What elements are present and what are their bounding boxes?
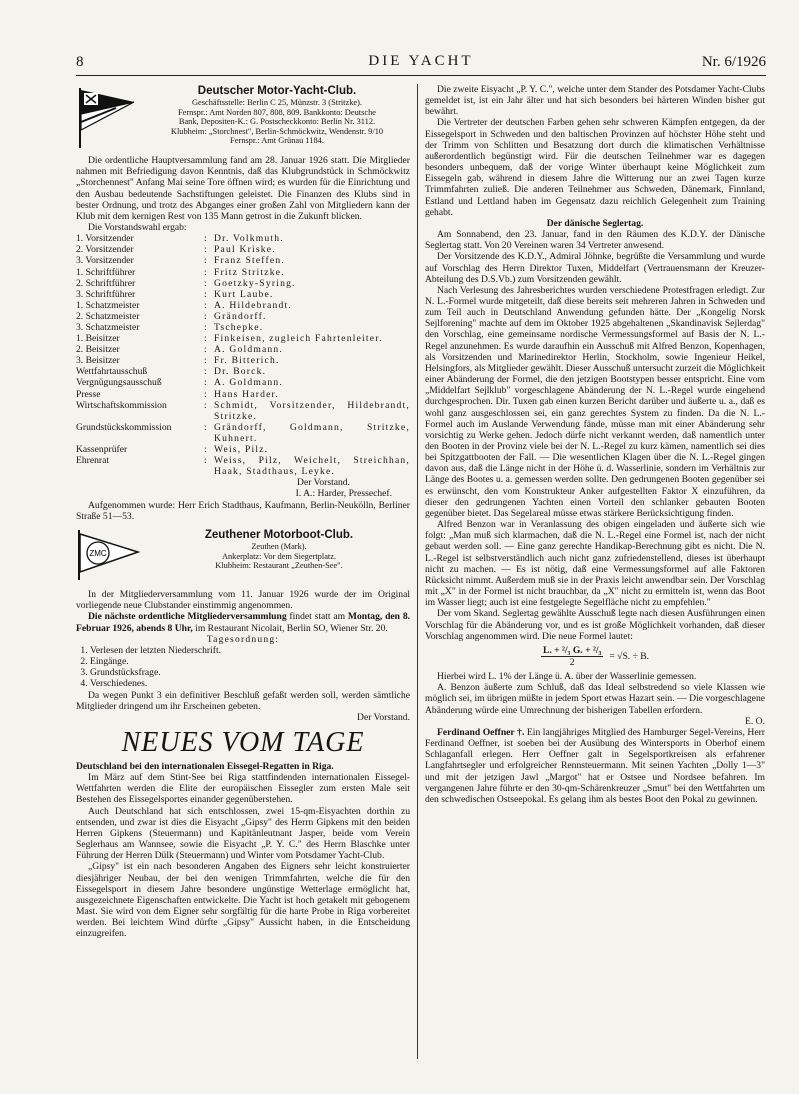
board-row bbox=[76, 278, 410, 289]
board-row bbox=[76, 267, 410, 278]
board-row bbox=[76, 377, 410, 388]
zmc-info-line: Klubheim: Restaurant „Zeuthen-See". bbox=[215, 561, 343, 571]
board-role: 2. Beisitzer bbox=[76, 344, 120, 356]
riga-paragraph: „Gipsy" ist ein nach besonderen Angaben des Eigners sehr leicht konstruierter diesjähriger Neubau, der bei den wenigen Trimmfahrten, welche die für den Eissegelsport in diesem Jahre besondere ungünstige Wetterlage ermöglicht hat, ausgezeichnete Eigenschaften entwickelte. Die Yacht ist hoch getakelt mit gebogenem Mast. Sie wird von dem Eigner sehr sorgfältig für die harte Probe in Riga vorbereitet werden. Bei leichtem Wind dürfte „Gipsy" Aussicht haben, in die Entscheidung einzugreifen. bbox=[76, 861, 410, 940]
board-role: 1. Beisitzer bbox=[76, 333, 120, 345]
section-heading: NEUES VOM TAGE bbox=[121, 726, 365, 758]
dmyc-info-line: Fernspr.: Amt Norden 807, 808, 809. Bankkonto: Deutsche bbox=[178, 107, 376, 117]
dmyc-election-intro: Die Vorstandswahl ergab: bbox=[88, 222, 187, 234]
agenda-item: 2. Eingänge. bbox=[90, 656, 410, 667]
board-role: 2. Schriftführer bbox=[76, 277, 136, 289]
board-role: 2. Vorsitzender bbox=[76, 244, 134, 256]
zmc-info bbox=[148, 528, 410, 585]
board-name: A. Goldmann. bbox=[214, 377, 284, 389]
board-colon: : bbox=[204, 444, 207, 456]
board-role: Vergnügungsausschuß bbox=[76, 377, 162, 389]
board-role: 2. Schatzmeister bbox=[76, 310, 140, 322]
zmc-name: Zeuthener Motorboot-Club. bbox=[204, 528, 354, 541]
board-name: Finkeisen, zugleich Fahrtenleiter. bbox=[214, 333, 383, 345]
board-colon: : bbox=[204, 322, 207, 333]
board-role: Ehrenrat bbox=[76, 455, 110, 467]
left-column bbox=[76, 84, 410, 1069]
agenda-list bbox=[76, 645, 410, 690]
agenda-title: Tagesordnung: bbox=[206, 633, 280, 645]
riga-paragraph: Im März auf dem Stint-See bei Riga stattfindenden internationalen Eissegel-Wettfahrten werden die Elite der europäischen Eissegler zum ersten Male seit Bestehen des Eissegelsportes einander gegenüberstehen. bbox=[76, 772, 410, 806]
dmyc-info-line: Bank, Depositen-K.: G. Postscheckkonto: Berlin Nr. 3112. bbox=[178, 117, 376, 127]
dmyc-intro: Die ordentliche Hauptversammlung fand am 28. Januar 1926 statt. Die Mitglieder nahmen mit Befriedigung davon Kenntnis, daß das Klubgrundstück in Schmöckwitz „Storchennest" Anfang Mai seine Tore öffnen wird; es wurden für die Einrichtung und den Ausbau bedeutende Sachstiftungen geleistet. Die Finanzen des Klubs sind in bester Ordnung, und trotz des Abganges einer großen Zahl von Mitgliedern kann der Klub mit dem kernigen Rest von 135 Mann getrost in die Zukunft blicken. bbox=[76, 155, 410, 222]
board-role: Presse bbox=[76, 388, 101, 400]
board-colon: : bbox=[204, 310, 207, 322]
board-row bbox=[76, 289, 410, 300]
board-name: Grändorff, Goldmann, Stritzke, Kuhnert. bbox=[214, 421, 410, 444]
column-divider bbox=[417, 84, 418, 1059]
board-colon: : bbox=[204, 399, 207, 411]
formula-denominator: 2 bbox=[569, 656, 575, 668]
board-role: Wirtschaftskommission bbox=[76, 399, 167, 411]
board-role: 1. Schatzmeister bbox=[76, 299, 140, 311]
danish-paragraph: A. Benzon äußerte zum Schluß, daß das Ideal selbstredend so viele Klassen wie möglich sei, im übrigen müßte in jedem Sport etwas Hazart sein. — Die vorgeschlagene Abänderung würde eine Umrechnung der bisherigen Tabellen erfordern. bbox=[425, 682, 765, 716]
board-name: Fr. Bitterich. bbox=[214, 355, 280, 367]
formula bbox=[425, 645, 765, 668]
danish-paragraph: Der vom Skand. Seglertag gewählte Ausschuß legte nach diesen Ausführungen einen Vorschlag für die Abänderung vor, und es ist große Möglichkeit vorhanden, daß dieser Vorschlag angenommen wird. Die neue Formel lautet: bbox=[425, 608, 765, 642]
agenda-item: 1. Verlesen der letzten Niederschrift. bbox=[90, 645, 410, 656]
danish-paragraph: Hierbei wird L. 1% der Länge ü. A. über der Wasserlinie gemessen. bbox=[437, 671, 697, 683]
riga-paragraph: Die Vertreter der deutschen Farben gehen sehr schweren Kämpfen entgegen, da der Eissegelsport in Schweden und den baltischen Provinzen auf höchster Höhe steht und der Trimm von Schlitten und Besatzung dort durch die klimatischen Verhältnisse außerordentlich begünstigt wird. Für die deutschen Teilnehmer war es dagegen besonders unbequem, daß der vorige Winter überhaupt keine Möglichkeit zum Eissegeln gab, während in diesem Jahre die Witterung nur an zwei Tagen kurze Trimmfahrten zuließ. Die anderen Teilnehmer aus Schweden, Dänemark, Finnland, Estland und Lettland haben im Gegensatz dazu reichlich Gelegenheit zum Training gehabt. bbox=[425, 117, 765, 218]
formula-rest: = √S. ÷ B. bbox=[609, 650, 650, 662]
agenda-item: 3. Grundstücksfrage. bbox=[90, 667, 410, 678]
zmc-closing: Da wegen Punkt 3 ein definitiver Beschluß gefaßt werden soll, werden sämtliche Mitglieder dringend um ihr Erscheinen gebeten. bbox=[76, 689, 410, 712]
riga-title: Deutschland bei den internationalen Eissegel-Regatten in Riga. bbox=[76, 760, 334, 772]
dmyc-name: Deutscher Motor-Yacht-Club. bbox=[197, 85, 357, 97]
svg-text:ZMC: ZMC bbox=[89, 548, 107, 558]
board-name: Dr. Volkmuth. bbox=[214, 233, 284, 245]
board-name: Goetzky-Syring. bbox=[214, 277, 296, 289]
dmyc-header bbox=[76, 84, 410, 153]
danish-paragraph: Alfred Benzon war in Veranlassung des obigen eingeladen und äußerte sich wie folgt: „Man muß sich klarmachen, daß die N. L.-Regel eine Formel ist, nach der nicht gebaut werden soll. — Eine ganz gerechte Handikap-Berechnung gibt es nicht. Die N. L.-Regel ist selbstverständlich auch nicht ganz zufriedenstellend, dieses ist überhaupt nicht zu machen. — Es ist nötig, daß eine Vermessungsformel auf alle Faktoren Rücksicht nimmt. Außerdem muß sie in der Praxis leicht anwendbar sein. Der Vorschlag mit „X" in der Formel ist nicht brauchbar, da „X" nicht zu ermitteln ist, wenn das Boot im Wasser liegt; auch ist eine festgelegte Segelfläche nicht zu empfehlen." bbox=[425, 519, 765, 609]
danish-signature: E. O. bbox=[745, 715, 765, 727]
riga-paragraph: Auch Deutschland hat sich entschlossen, zwei 15-qm-Eisyachten dorthin zu entsenden, und zwar ist dies die Eisyacht „Gipsy" des Herrn Gipkens mit den beiden Herren Gipkens (Steuermann) und Kapitänleutnant Jasper, beide vom Verein Seglerhaus am Wannsee, sowie die Eisyacht „P. Y. C." des Herrn Blaschke unter Führung der Herren Dülk (Steuermann) und Winter vom Potsdamer Yacht-Club. bbox=[76, 805, 410, 862]
board-name: Kurt Laube. bbox=[214, 288, 274, 300]
board-colon: : bbox=[204, 455, 207, 467]
board-name: Schmidt, Vorsitzender, Hildebrandt, Stritzke. bbox=[214, 399, 410, 422]
board-name: Weis, Pilz. bbox=[214, 444, 269, 456]
danish-paragraph: Am Sonnabend, den 23. Januar, fand in den Räumen des K.D.Y. der Dänische Seglertag statt. Von 20 Vereinen waren 34 Vertreter anwesend. bbox=[425, 229, 765, 252]
board-name: A. Goldmann. bbox=[214, 344, 284, 356]
board-role: 1. Vorsitzender bbox=[76, 233, 134, 245]
board-name: Franz Steffen. bbox=[214, 255, 285, 267]
issue-number: Nr. 6/1926 bbox=[701, 54, 766, 70]
board-row bbox=[76, 255, 410, 266]
dmyc-info-line: Geschäftsstelle: Berlin C 25, Münzstr. 3 (Stritzke). bbox=[191, 98, 363, 107]
page-header bbox=[76, 52, 766, 74]
board-colon: : bbox=[204, 244, 207, 256]
board-role: 3. Vorsitzender bbox=[76, 255, 134, 267]
board-row bbox=[76, 322, 410, 333]
zmc-info-line: Zeuthen (Mark). bbox=[251, 541, 307, 551]
zmc-header bbox=[76, 528, 410, 585]
dmyc-info-line: Fernspr.: Amt Grünau 1184. bbox=[230, 136, 324, 146]
board-colon: : bbox=[204, 377, 207, 389]
board-row bbox=[76, 455, 410, 477]
dmyc-info-line: Klubheim: „Storchnest", Berlin-Schmöckwitz, Wendenstr. 9/10 bbox=[170, 126, 384, 136]
board-row bbox=[76, 400, 410, 422]
board-role: 3. Schatzmeister bbox=[76, 322, 140, 333]
board-name: Weiss, Pilz, Weichelt, Streichhan, Haak, Stadthaus, Leyke. bbox=[214, 455, 410, 478]
board-row bbox=[76, 422, 410, 444]
dmyc-new-member: Aufgenommen wurde: Herr Erich Stadthaus, Kaufmann, Berlin-Neukölln, Berliner Straße 51—53. bbox=[76, 499, 410, 522]
board-row bbox=[76, 300, 410, 311]
danish-title: Der dänische Seglertag. bbox=[546, 217, 644, 229]
board-row bbox=[76, 333, 410, 344]
board-colon: : bbox=[204, 288, 207, 300]
board-role: Grundstückskommission bbox=[76, 421, 172, 433]
page-number: 8 bbox=[76, 54, 84, 70]
board-row bbox=[76, 311, 410, 322]
formula-numerator: L. + ²/₃ G. + ²/₃ bbox=[542, 644, 602, 656]
riga-paragraph: Die zweite Eisyacht „P. Y. C.", welche unter dem Stander des Potsdamer Yacht-Clubs gemeldet ist, ist ein Jahr älter und hat sich besonders bei härteren Winden bisher gut bewährt. bbox=[425, 84, 765, 118]
board-colon: : bbox=[204, 355, 207, 367]
board-colon: : bbox=[204, 333, 207, 345]
dmyc-info bbox=[144, 84, 410, 153]
board-row bbox=[76, 244, 410, 255]
zmc-signature: Der Vorstand. bbox=[357, 711, 410, 723]
zmc-paragraph: In der Mitgliederversammlung vom 11. Januar 1926 wurde der im Original vorliegende neue Clubstander einstimmig angenommen. bbox=[76, 589, 410, 612]
danish-paragraph: Nach Verlesung des Jahresberichtes wurden verschiedene Protestfragen erledigt. Zur N. L.-Formel wurde mitgeteilt, daß diese bereits seit mehreren Jahren in Schweden und zum Teil auch in Deutschland Anwendung gefunden hätte. Der „Kongelig Norsk Sejlforening" machte auf dem im Oktober 1925 abgehaltenen „Skandinavisk Sejlerdag" den Vorschlag, eine gemeinsame nordische Vermessungsformel auf Basis der N. L.-Regel anzunehmen. Es wurde daraufhin ein Ausschuß mit Alfred Benzon, Kopenhagen, als Vorsitzenden und Marinedirektor Herlin, Stockholm, sowie Ingenieur Heikel, Helsingfors, als Mitglieder gewählt. Dieser Ausschuß untersucht zurzeit die Möglichkeit einer Abänderung der Formel, die den jetzigen Bootstypen besser entspricht. Eine vom „Middelfart Sejlklub" vorgeschlagene Abänderung der N. L.-Regel wurde eingehend durchgesprochen. Dir. Tuxen gab einen kurzen Bericht darüber und äußerte u. a., daß es wohl ganz ausgeschlossen sei, ein ganz gerechtes System zu finden. Da die N. L.-Formel auch im Auslande Verwendung fände, müsse man mit einer Abänderung sehr vorsichtig zu Werke gehen. Jedoch dürfe nicht verkannt werden, daß namentlich unter den Booten in der Provinz viele bei der N. L.-Regel zu kurz kämen, namentlich sei dies bei Spitzgattbooten der Fall. — Die wesentlichen Klagen über die N. L.-Regel gingen davon aus, daß die Länge nicht in der Höhe ü. d. Wasserlinie, sondern im Verhältnis zur Länge des Bootes u. a. gemessen werden sollte. Den gedrungenen Booten gegenüber sei es erwünscht, den vom Konstrukteur Anker aufgestellten Faktor X einzuführen, da dieser den gedrungenen Yachten einen Vorteil den schlanker gebauten Booten gegenüber bietet. Das Segelareal müsse etwas stärkere Berücksichtigung finden. bbox=[425, 284, 765, 519]
formula-fraction bbox=[541, 645, 603, 668]
board-name: A. Hildebrandt. bbox=[214, 299, 292, 311]
board-row bbox=[76, 444, 410, 455]
board-name: Hans Harder. bbox=[214, 388, 280, 400]
board-colon: : bbox=[204, 277, 207, 289]
right-column bbox=[425, 84, 765, 1069]
obituary: Ferdinand Oeffner †. Ein langjähriges Mitglied des Hamburger Segel-Vereins, Herr Ferdinand Oeffner, ist soeben bei der Ausübung des Wintersports in Oberhof einem Schlaganfall erlegen. Herr Oeffner galt in Segelsportkreisen als erfahrener Langfahrtsegler und erfolgreicher Rennsteuermann. Mit seinen Yachten „Dolly 1—3" und mit der jetzigen Jawl „Margot" hat er Ostsee und Nordsee befahren. Im vergangenen Jahre führte er den 30-qm-Schärenkreuzer „Smut" bei den Wettfahrten um den schwedischen Ostseepokal. Es gelang ihm als bestes Boot den Pokal zu gewinnen. bbox=[425, 726, 765, 805]
board-name: Fritz Stritzke. bbox=[214, 266, 285, 278]
board-role: Kassenprüfer bbox=[76, 444, 128, 456]
board-row bbox=[76, 389, 410, 400]
board-role: 3. Beisitzer bbox=[76, 355, 120, 367]
board-row bbox=[76, 366, 410, 377]
board-role: 3. Schriftführer bbox=[76, 288, 136, 300]
board-colon: : bbox=[204, 366, 207, 378]
danish-paragraph: Der Vorsitzende des K.D.Y., Admiral Jöhnke, begrüßte die Versammlung und wurde auf Vorschlag des Herrn Direktor Tuxen, Middelfart (Vertrauensmann der Kreuzer-Abteilung des D.S.Vb.) zum Vorsitzenden gewählt. bbox=[425, 251, 765, 285]
dmyc-signature: Der Vorstand. bbox=[297, 477, 350, 489]
board-name: Dr. Borck. bbox=[214, 366, 267, 378]
board-row bbox=[76, 233, 410, 244]
board-colon: : bbox=[204, 266, 207, 278]
board-name: Paul Kriske. bbox=[214, 244, 276, 256]
board-role: 1. Schriftführer bbox=[76, 266, 136, 278]
board-row bbox=[76, 355, 410, 366]
board-row bbox=[76, 344, 410, 355]
board-colon: : bbox=[204, 421, 207, 433]
zmc-burgee-icon bbox=[76, 528, 142, 585]
board-role: Wettfahrtausschuß bbox=[76, 366, 148, 378]
agenda-item: 4. Verschiedenes. bbox=[90, 678, 410, 689]
dmyc-signature-press: I. A.: Harder, Pressechef. bbox=[295, 488, 392, 500]
header-rule bbox=[76, 75, 766, 76]
board-colon: : bbox=[204, 255, 207, 267]
board-name: Grändorff. bbox=[214, 310, 267, 322]
magazine-title: DIE YACHT bbox=[368, 53, 474, 69]
board-colon: : bbox=[204, 233, 207, 245]
board-name: Tschepke. bbox=[214, 322, 264, 333]
board-colon: : bbox=[204, 299, 207, 311]
zmc-info-line: Ankerplatz: Vor dem Siegertplatz. bbox=[221, 551, 337, 561]
zmc-meeting-paragraph: Die nächste ordentliche Mitgliederversammlung findet statt am Montag, den 8. Februar 1926, abends 8 Uhr, im Restaurant Nicolait, Berlin SO, Wiener Str. 20. bbox=[76, 611, 410, 634]
board-colon: : bbox=[204, 344, 207, 356]
board-table bbox=[76, 233, 410, 477]
dmyc-burgee-icon bbox=[76, 84, 138, 153]
board-colon: : bbox=[204, 388, 207, 400]
